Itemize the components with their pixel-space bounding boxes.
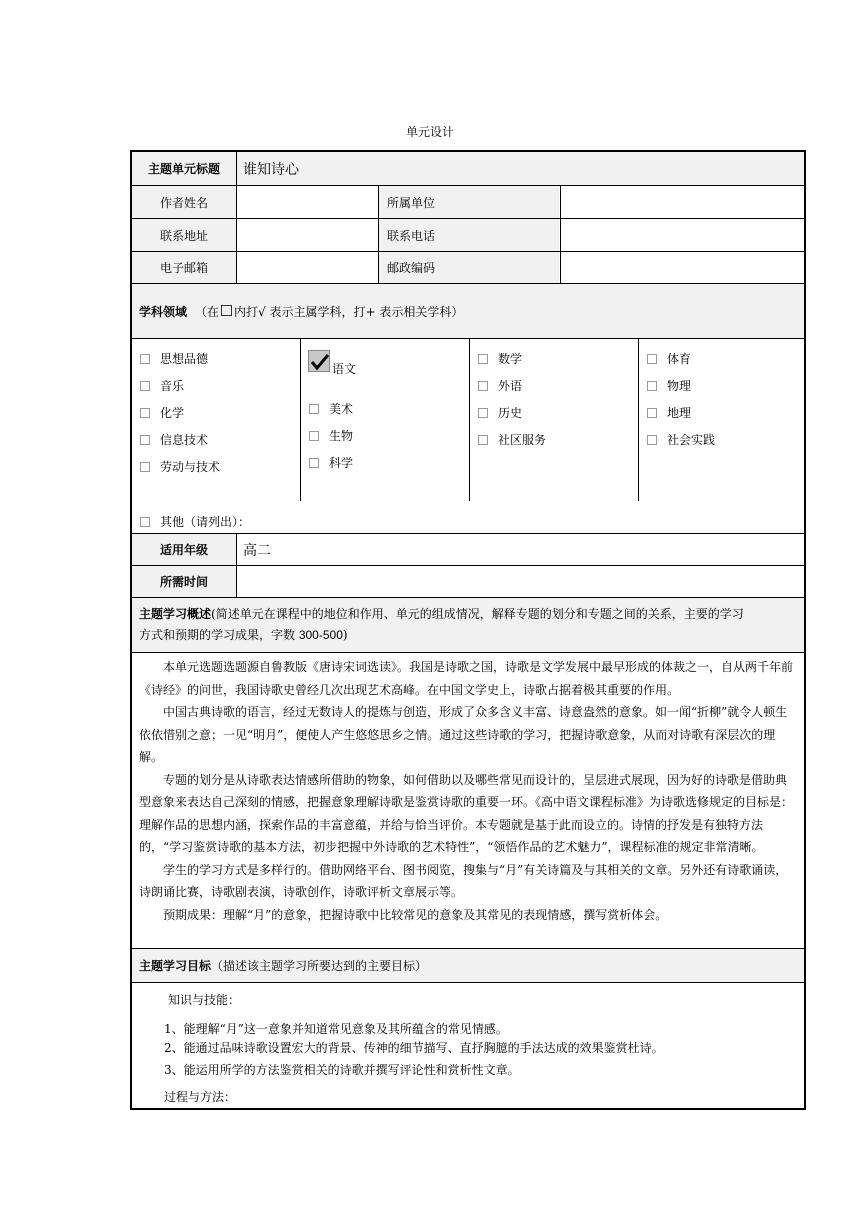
checkbox-icon	[647, 354, 657, 364]
author-field[interactable]	[237, 186, 377, 218]
overview-note-line2-end: )	[342, 628, 348, 642]
checkbox-icon	[647, 381, 657, 391]
overview-note-line1: (简述单元在课程中的地位和作用、单元的组成情况，解释专题的划分和专题之间的关系，主要的学习	[211, 607, 744, 621]
goal-item: 1、能理解“月”这一意象并知道常见意象及其所蕴含的常见情感。	[164, 1022, 508, 1036]
time-label: 所需时间	[132, 566, 236, 597]
checkbox-icon	[140, 435, 150, 445]
checked-checkbox-yuwen[interactable]	[308, 350, 330, 372]
subject-checkbox-sixiang[interactable]: 思想品德	[140, 350, 208, 367]
overview-note-line2: 方式和预期的学习成果，字数	[139, 628, 299, 642]
process-heading: 过程与方法：	[164, 1090, 237, 1104]
document-title: 单元设计	[405, 125, 454, 139]
goals-note: （描述该主题学习所要达到的主要目标）	[211, 959, 428, 973]
goal-item: 2、能通过品味诗歌设置宏大的背景、传神的细节描写、直抒胸臆的手法达成的效果鉴赏杜诗。	[164, 1041, 664, 1055]
overview-word-count: 300-500	[298, 628, 343, 642]
subject-checkbox-xinxi[interactable]: 信息技术	[140, 431, 208, 448]
phone-label: 联系电话	[379, 219, 559, 251]
phone-field[interactable]	[561, 219, 804, 251]
subject-checkbox-wuli[interactable]: 物理	[647, 377, 691, 394]
checkbox-icon	[478, 435, 488, 445]
grade-value[interactable]: 高二	[243, 542, 271, 559]
subject-checkbox-shequ[interactable]: 社区服务	[478, 431, 546, 448]
address-label: 联系地址	[132, 219, 236, 251]
checkbox-icon	[309, 404, 319, 414]
subject-field-note-after: 内打√ 表示主属学科，打+ 表示相关学科）	[234, 304, 464, 319]
topic-label: 主题单元标题	[147, 162, 220, 176]
subject-checkbox-tiyu[interactable]: 体育	[647, 350, 691, 367]
checkbox-icon	[309, 458, 319, 468]
checkbox-icon	[478, 408, 488, 418]
unit-field[interactable]	[561, 186, 804, 218]
subject-field-heading	[139, 284, 804, 338]
subject-checkbox-shehui[interactable]: 社会实践	[647, 431, 715, 448]
checkbox-icon	[140, 354, 150, 364]
time-field[interactable]	[237, 566, 804, 597]
subject-checkbox-waiyu[interactable]: 外语	[478, 377, 522, 394]
time-row	[132, 566, 804, 598]
topic-value[interactable]: 谁知诗心	[243, 161, 299, 178]
subject-checkbox-huaxue[interactable]: 化学	[140, 404, 184, 421]
subject-checkbox-meishu[interactable]: 美术	[309, 400, 353, 417]
goal-item: 3、能运用所学的方法鉴赏相关的诗歌并撰写评论性和赏析性文章。	[164, 1063, 520, 1077]
goals-body	[132, 983, 804, 1110]
unit-design-form	[130, 150, 806, 1110]
subject-field-note-before: （在	[195, 304, 220, 319]
subject-checkbox-lishi[interactable]: 历史	[478, 404, 522, 421]
grade-row	[132, 534, 804, 566]
subject-checkbox-yuwen[interactable]: 语文	[332, 362, 357, 376]
subject-checkbox-kexue[interactable]: 科学	[309, 454, 353, 471]
overview-paragraph: 预期成果：理解“月”的意象，把握诗歌中比较常见的意象及其常见的表现情感，撰写赏析体会。	[163, 907, 668, 922]
checkbox-icon	[647, 408, 657, 418]
author-row	[132, 186, 804, 219]
knowledge-heading: 知识与技能：	[168, 993, 241, 1007]
checkbox-icon	[140, 381, 150, 391]
subject-checkbox-yinyue[interactable]: 音乐	[140, 377, 184, 394]
email-field[interactable]	[237, 252, 377, 283]
overview-heading	[139, 604, 797, 646]
subject-checkbox-dili[interactable]: 地理	[647, 404, 691, 421]
subject-field-row	[132, 284, 804, 339]
overview-label: 主题学习概述	[139, 607, 212, 621]
address-row	[132, 219, 804, 252]
overview-paragraph: 中国古典诗歌的语言，经过无数诗人的提炼与创造，形成了众多含义丰富、诗意盎然的意象。如一闻“折柳”就令人顿生依依惜别之意；一见“明月”，便使人产生悠悠思乡之情。通过这些诗歌的学习，把握诗歌意象，从而对诗歌有深层次的理解。	[139, 705, 788, 764]
checkbox-icon	[140, 462, 150, 472]
overview-heading-row	[132, 598, 804, 653]
goals-label: 主题学习目标	[139, 959, 212, 973]
checkmark-icon	[309, 351, 331, 373]
checkbox-icon	[140, 517, 150, 527]
overview-paragraph: 专题的划分是从诗歌表达情感所借助的物象，如何借助以及哪些常见而设计的，呈层进式展现，因为好的诗歌是借助典型意象来表达自己深刻的情感，把握意象理解诗歌是鉴赏诗歌的重要一环。《高中语文课程标准》为诗歌选修规定的目标是：理解作品的思想内涵，探索作品的丰富意蕴，并给与恰当评价。本专题就是基于此而设立的。诗情的抒发是有独特方法的，“学习鉴赏诗歌的基本方法，初步把握中外诗歌的艺术特性”，“领悟作品的艺术魅力”，课程标准的规定非常清晰。	[139, 772, 794, 854]
checkbox-icon	[478, 381, 488, 391]
email-row	[132, 252, 804, 284]
subjects-area	[132, 339, 804, 534]
subject-checkbox-shuxue[interactable]: 数学	[478, 350, 522, 367]
unit-label: 所属单位	[379, 186, 559, 218]
address-field[interactable]	[237, 219, 377, 251]
subject-field-label: 学科领域	[139, 304, 188, 319]
subject-checkbox-shengwu[interactable]: 生物	[309, 427, 353, 444]
author-label: 作者姓名	[132, 186, 236, 218]
checkbox-icon	[309, 431, 319, 441]
email-label: 电子邮箱	[132, 252, 236, 283]
postcode-label: 邮政编码	[379, 252, 559, 283]
postcode-field[interactable]	[561, 252, 804, 283]
goals-heading-row	[132, 949, 804, 983]
checkbox-icon	[478, 354, 488, 364]
overview-body	[132, 653, 804, 949]
subject-checkbox-laodong[interactable]: 劳动与技术	[140, 458, 220, 475]
overview-paragraph: 本单元选题选题源自鲁教版《唐诗宋词选读》。我国是诗歌之国，诗歌是文学发展中最早形成的体裁之一，自从两千年前《诗经》的问世，我国诗歌史曾经几次出现艺术高峰。在中国文学史上，诗歌占据着极其重要的作用。	[139, 660, 794, 697]
checkbox-icon	[221, 305, 232, 316]
topic-row	[132, 152, 804, 186]
goals-heading	[139, 949, 804, 982]
grade-label: 适用年级	[132, 534, 236, 565]
overview-paragraph: 学生的学习方式是多样行的。借助网络平台、图书阅览，搜集与“月”有关诗篇及与其相关的文章。另外还有诗歌诵读，诗朗诵比赛，诗歌剧表演，诗歌创作，诗歌评析文章展示等。	[139, 862, 788, 899]
subject-checkbox-other[interactable]: 其他（请列出）：	[140, 513, 250, 530]
checkbox-icon	[140, 408, 150, 418]
checkbox-icon	[647, 435, 657, 445]
